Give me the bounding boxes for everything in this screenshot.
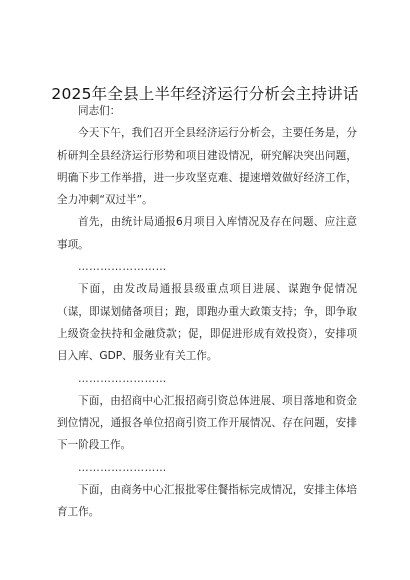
paragraph-opening: 今天下午，我们召开全县经济运行分析会，主要任务是，分析研判全县经济运行形势和项目建设情况，研究解决突出问题，明确下步工作举措，进一步攻坚克难、提速增效做好经济工作，全力冲刺“双过半”。 [57,127,357,207]
paragraph-investment-center: 下面，由招商中心汇报招商引资总体进展、项目落地和资金到位情况，通报各单位招商引资工作开展情况、存在问题，安排下一阶段工作。 [57,394,357,452]
greeting: 同志们： [78,105,121,117]
paragraph-commerce-center: 下面，由商务中心汇报批零住餐指标完成情况，安排主体培育工作。 [57,484,357,519]
ellipsis-separator: …………………… [78,261,167,274]
paragraph-statistics-bureau: 首先，由统计局通报6月项目入库情况及存在问题、应注意事项。 [57,216,357,251]
paragraph-development-reform-bureau: 下面，由发改局通报县级重点项目进展、谋跑争促情况（谋，即谋划储备项目；跑，即跑办重大政策支持；争，即争取上级资金扶持和金融贷款；促，即促进形成有效投资），安排项目入库、GDP、服务业有关工作。 [57,283,357,363]
ellipsis-separator: …………………… [78,461,167,474]
document-body [57,100,357,524]
ellipsis-separator: …………………… [78,372,167,385]
document-title: 2025年全县上半年经济运行分析会主持讲话 [51,85,359,103]
